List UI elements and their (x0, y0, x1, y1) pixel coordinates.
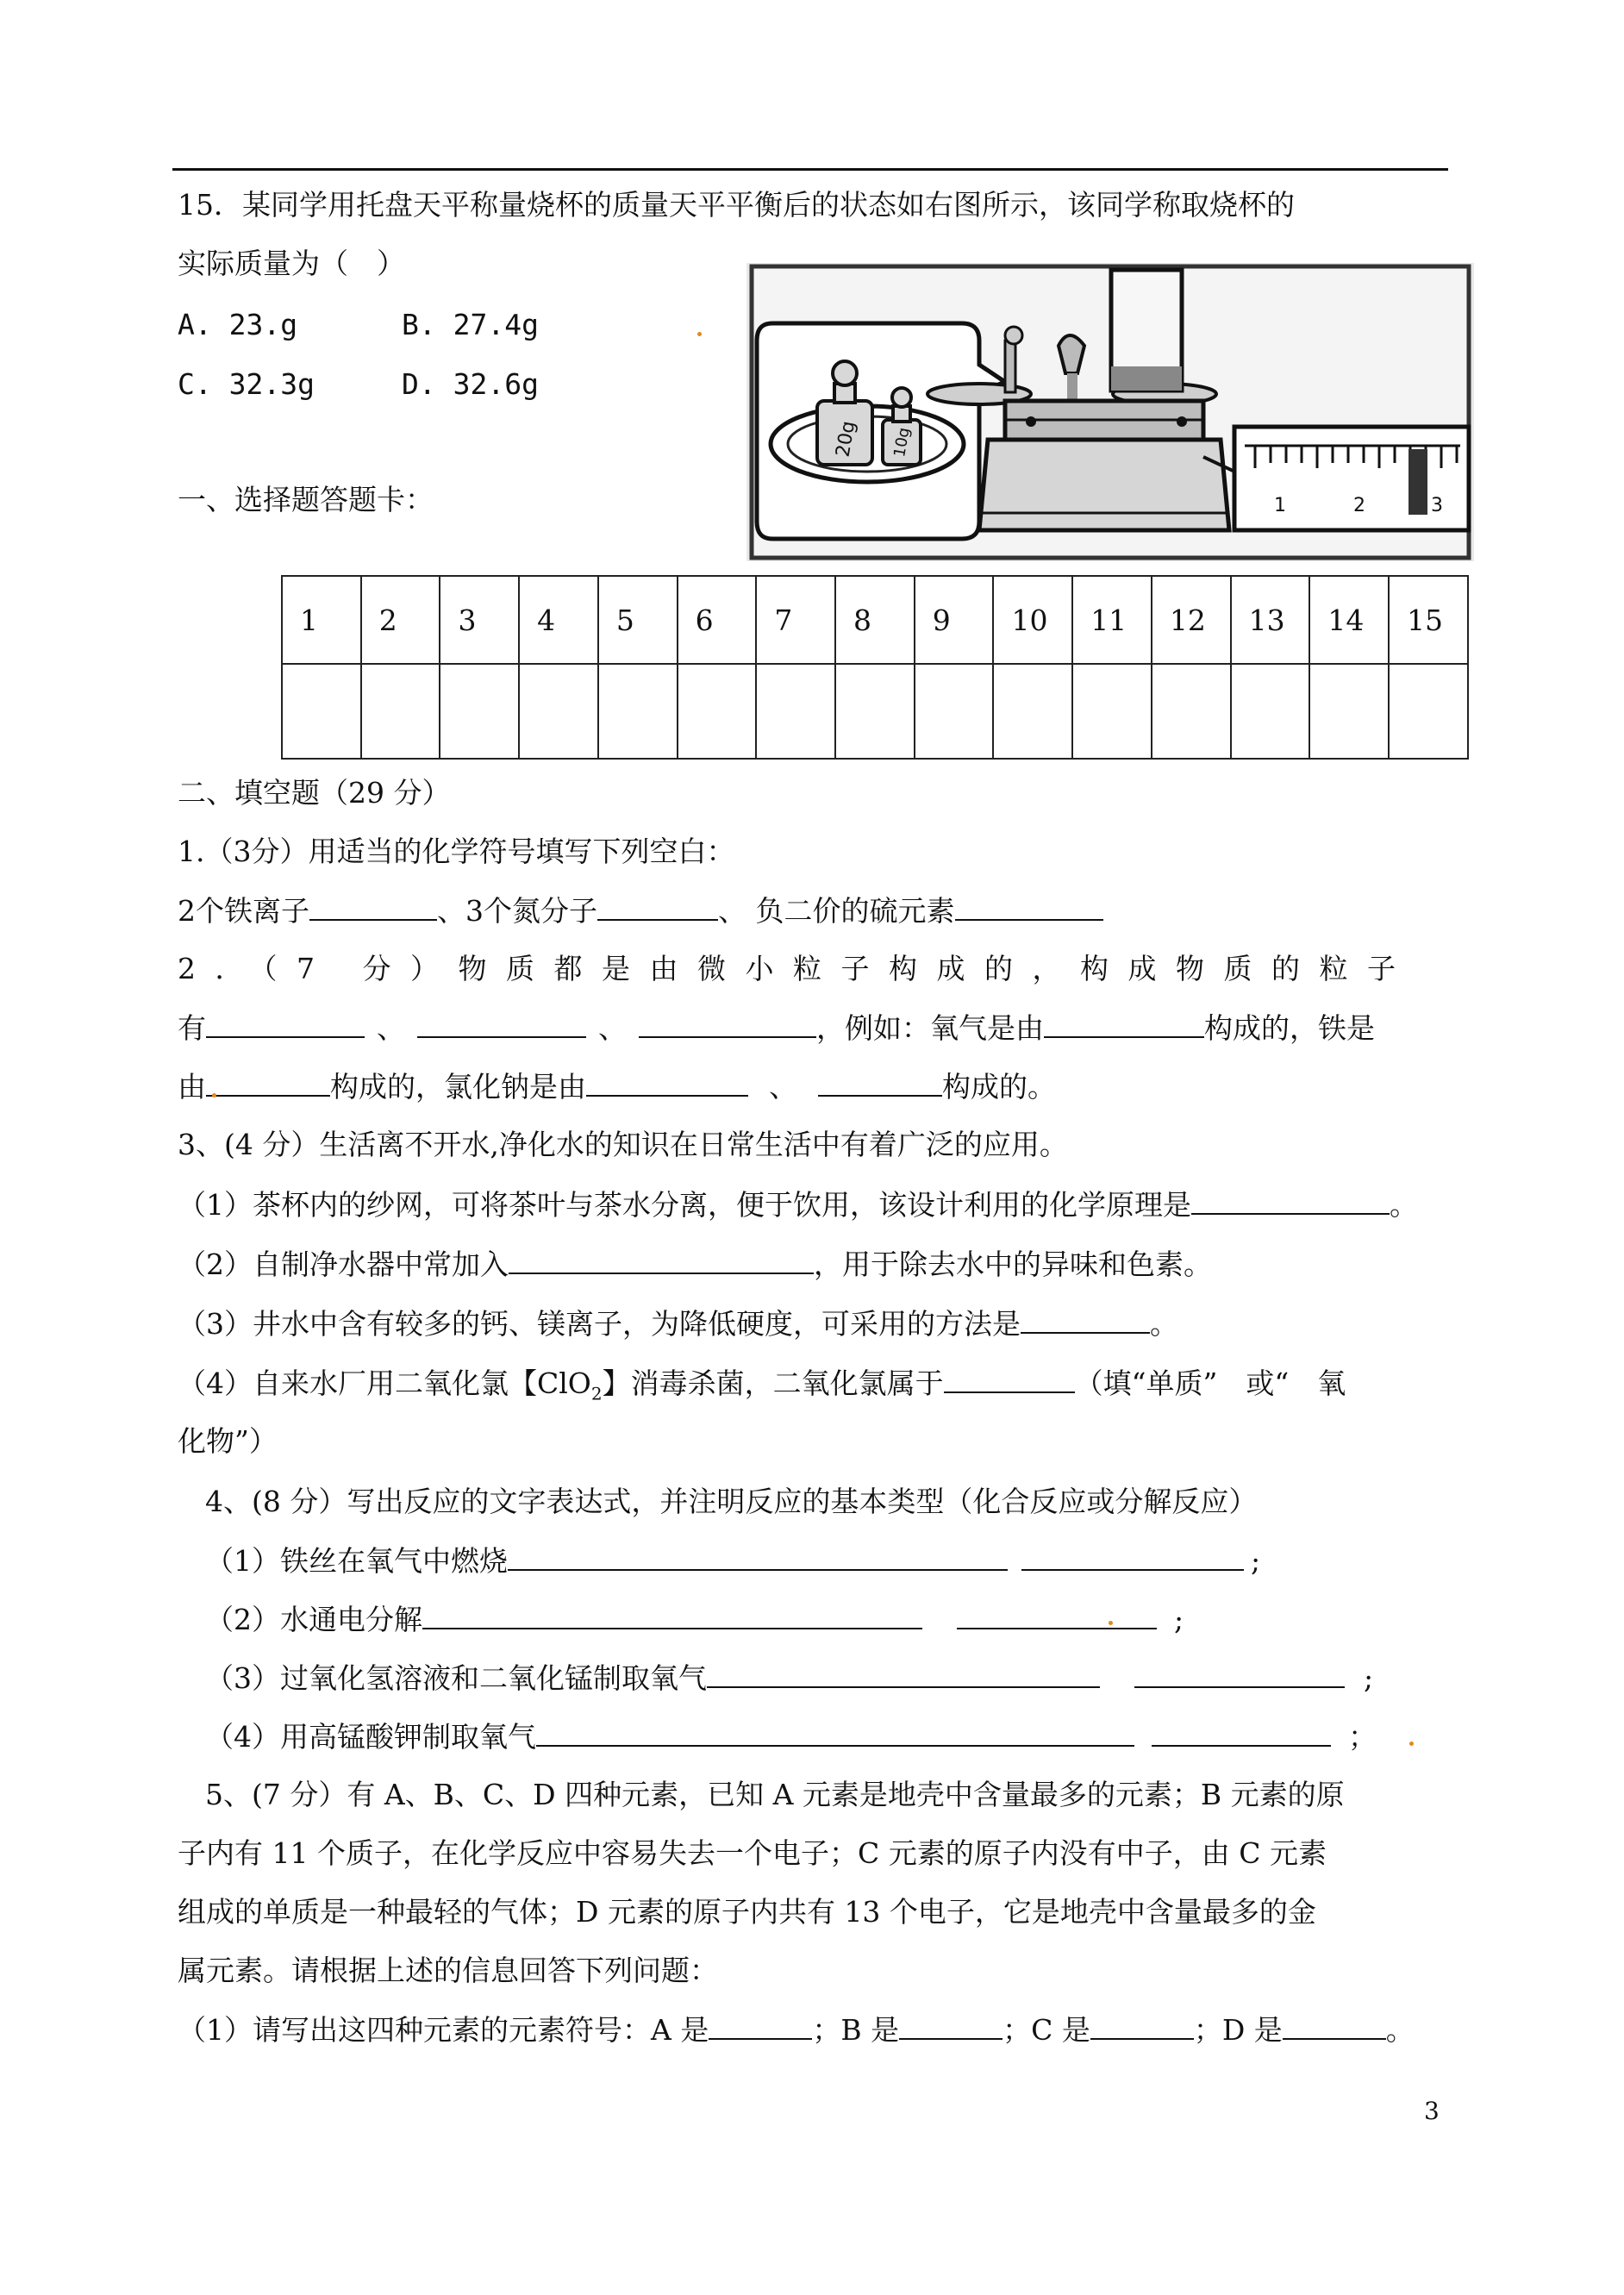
p3-text: （4）自来水厂用二氧化氯【ClO (178, 1366, 591, 1400)
answer-header: 14 (1309, 576, 1389, 664)
p4-blank-4b[interactable] (1152, 1719, 1331, 1747)
answer-header: 13 (1231, 576, 1310, 664)
answer-cell[interactable] (756, 664, 835, 759)
p1-line2 (178, 893, 1103, 929)
stray-mark (697, 332, 702, 336)
answer-header: 3 (440, 576, 519, 664)
p2-text: 、 (769, 1070, 797, 1104)
p5-text: （1）请写出这四种元素的元素符号：A 是 (178, 2013, 709, 2047)
p2-blank-2[interactable] (417, 1010, 586, 1038)
p2-blank-4[interactable] (1044, 1010, 1204, 1038)
p2-line2 (178, 1010, 1375, 1046)
p3-text: （填“单质” 或“ 氧 (1074, 1366, 1346, 1400)
p1-blank-3[interactable] (955, 893, 1103, 921)
answer-header: 12 (1152, 576, 1231, 664)
p4-text: ; (1364, 1661, 1374, 1695)
p2-blank-5[interactable] (206, 1069, 330, 1097)
p5-text: 。 (1385, 2013, 1415, 2047)
q15-line2: 实际质量为（ ） (178, 247, 405, 280)
answer-cell[interactable] (1309, 664, 1389, 759)
p2-text: 、 (377, 1011, 405, 1045)
p3-blank-4[interactable] (944, 1366, 1075, 1393)
page-number: 3 (1424, 2097, 1440, 2125)
answer-cell[interactable] (361, 664, 440, 759)
balance-scale-figure (746, 263, 1474, 561)
p2-blank-3[interactable] (639, 1010, 816, 1038)
q15-option-c: C. 32.3g (178, 367, 315, 401)
p4-item3 (205, 1660, 1373, 1696)
p4-blank-3b[interactable] (1134, 1660, 1345, 1688)
p3-item2 (178, 1247, 1212, 1282)
stray-mark (212, 1093, 216, 1097)
p2-line1: 2．（7 分）物质都是由微小粒子构成的，构成物质的粒子 (178, 952, 1415, 985)
p5-blank-b[interactable] (899, 2012, 1003, 2040)
p4-item1 (205, 1543, 1260, 1579)
p4-text: ; (1174, 1603, 1184, 1636)
p3-text: （3）井水中含有较多的钙、镁离子，为降低硬度，可采用的方法是 (178, 1307, 1021, 1341)
answer-header: 10 (993, 576, 1072, 664)
p5-question1 (178, 2012, 1415, 2048)
answer-cell[interactable] (282, 664, 361, 759)
p2-text: 由 (178, 1070, 206, 1104)
p1-blank-2[interactable] (597, 893, 718, 921)
stray-mark (1109, 1621, 1113, 1625)
p4-text: ; (1251, 1544, 1261, 1578)
p2-text: 有 (178, 1011, 206, 1045)
p3-item3 (178, 1306, 1178, 1341)
p2-text: 、 (598, 1011, 627, 1045)
top-rule (172, 168, 1448, 171)
p2-text: 构成的。 (942, 1070, 1056, 1104)
p5-text: ；C 是 (1003, 2013, 1090, 2047)
q15-option-d: D. 32.6g (402, 367, 539, 401)
p3-subscript: 2 (590, 1383, 603, 1404)
p2-text: 构成的，铁是 (1204, 1011, 1375, 1045)
answer-header: 2 (361, 576, 440, 664)
p5-line3: 组成的单质是一种最轻的气体；D 元素的原子内共有 13 个电子，它是地壳中含量最多的金 (178, 1895, 1316, 1929)
p3-text: 。 (1150, 1307, 1178, 1341)
answer-header: 1 (282, 576, 361, 664)
answer-header: 5 (598, 576, 678, 664)
p4-text: （3）过氧化氢溶液和二氧化锰制取氧气 (205, 1661, 707, 1695)
p4-blank-2a[interactable] (422, 1602, 922, 1629)
p1-blank-1[interactable] (309, 893, 437, 921)
ruler-tick-1: 1 (1274, 495, 1286, 516)
answer-cell[interactable] (519, 664, 598, 759)
answer-header: 15 (1389, 576, 1468, 664)
p3-text: （2）自制净水器中常加入 (178, 1248, 509, 1281)
q15-option-b: B. 27.4g (402, 308, 539, 341)
stray-mark (1409, 1742, 1414, 1746)
p3-item4-cont: 化物”） (178, 1424, 278, 1458)
p4-text: （1）铁丝在氧气中燃烧 (205, 1544, 508, 1578)
answer-cell[interactable] (678, 664, 757, 759)
p5-text: ；D 是 (1193, 2013, 1283, 2047)
p1-line1: 1.（3分）用适当的化学符号填写下列空白： (178, 835, 735, 868)
answer-cell[interactable] (915, 664, 994, 759)
p5-blank-d[interactable] (1283, 2012, 1386, 2040)
p1-b-label: 、3个氮分子 (437, 894, 597, 928)
p4-blank-3a[interactable] (707, 1660, 1100, 1688)
p3-blank-2[interactable] (509, 1247, 814, 1274)
answer-cell[interactable] (835, 664, 915, 759)
answer-cell[interactable] (993, 664, 1072, 759)
p2-text: 构成的，氯化钠是由 (330, 1070, 586, 1104)
p3-text: 。 (1390, 1188, 1418, 1222)
answer-cell[interactable] (1231, 664, 1310, 759)
p3-blank-1[interactable] (1191, 1187, 1390, 1215)
weight-20g-label: 20g (832, 419, 860, 460)
p4-blank-1b[interactable] (1021, 1543, 1244, 1571)
p4-blank-2b[interactable] (957, 1602, 1157, 1629)
p2-line3 (178, 1069, 1056, 1104)
p1-a-label: 2个铁离子 (178, 894, 309, 928)
p4-item2 (205, 1602, 1184, 1637)
answer-header: 11 (1072, 576, 1152, 664)
weight-10g-label: 10g (890, 426, 914, 459)
p4-item4 (205, 1719, 1377, 1754)
answer-cell[interactable] (1389, 664, 1468, 759)
answer-header: 8 (835, 576, 915, 664)
p2-blank-7[interactable] (818, 1069, 942, 1097)
p3-item4 (178, 1366, 1346, 1411)
p4-text: （4）用高锰酸钾制取氧气 (205, 1720, 536, 1754)
ruler-tick-3: 3 (1431, 495, 1443, 516)
p2-text: ，例如：氧气是由 (816, 1011, 1044, 1045)
p5-text: ；B 是 (812, 2013, 900, 2047)
ruler-tick-2: 2 (1353, 495, 1365, 516)
p2-blank-1[interactable] (206, 1010, 365, 1038)
p4-text: ； (1348, 1720, 1377, 1754)
q15-line1: 15．某同学用托盘天平称量烧杯的质量天平平衡后的状态如右图所示，该同学称取烧杯的 (178, 188, 1295, 222)
answer-cell[interactable] (1072, 664, 1152, 759)
answer-cell[interactable] (598, 664, 678, 759)
p1-c-label: 、 负二价的硫元素 (718, 894, 955, 928)
p3-blank-3[interactable] (1021, 1306, 1150, 1334)
p3-text: ，用于除去水中的异味和色素。 (814, 1248, 1212, 1281)
p3-text: （1）茶杯内的纱网，可将茶叶与茶水分离，便于饮用，该设计利用的化学原理是 (178, 1188, 1191, 1222)
answer-header: 4 (519, 576, 598, 664)
p5-blank-c[interactable] (1090, 2012, 1194, 2040)
p4-blank-4a[interactable] (536, 1719, 1134, 1747)
p3-item1 (178, 1187, 1418, 1223)
p4-text: （2）水通电分解 (205, 1603, 422, 1636)
answer-cell[interactable] (440, 664, 519, 759)
answer-card-table (281, 575, 1469, 760)
p3-text: 】消毒杀菌，二氧化氯属于 (602, 1366, 944, 1400)
answer-header: 7 (756, 576, 835, 664)
p5-line4: 属元素。请根据上述的信息回答下列问题： (178, 1954, 718, 1987)
section1-title: 一、选择题答题卡： (178, 483, 434, 516)
p4-blank-1a[interactable] (508, 1543, 1008, 1571)
answer-cell[interactable] (1152, 664, 1231, 759)
p5-blank-a[interactable] (709, 2012, 812, 2040)
q15-option-a: A. 23.g (178, 308, 298, 341)
p4-line1: 4、(8 分）写出反应的文字表达式，并注明反应的基本类型（化合反应或分解反应） (205, 1485, 1258, 1518)
p5-line1: 5、(7 分）有 A、B、C、D 四种元素，已知 A 元素是地壳中含量最多的元素；B 元素的原 (205, 1778, 1345, 1811)
p5-line2: 子内有 11 个质子，在化学反应中容易失去一个电子；C 元素的原子内没有中子，由 C 元素 (178, 1836, 1327, 1870)
p2-blank-6[interactable] (586, 1069, 748, 1097)
p3-line1: 3、(4 分）生活离不开水,净化水的知识在日常生活中有着广泛的应用。 (178, 1128, 1068, 1161)
answer-header: 9 (915, 576, 994, 664)
section2-title: 二、填空题（29 分） (178, 776, 451, 810)
answer-header: 6 (678, 576, 757, 664)
